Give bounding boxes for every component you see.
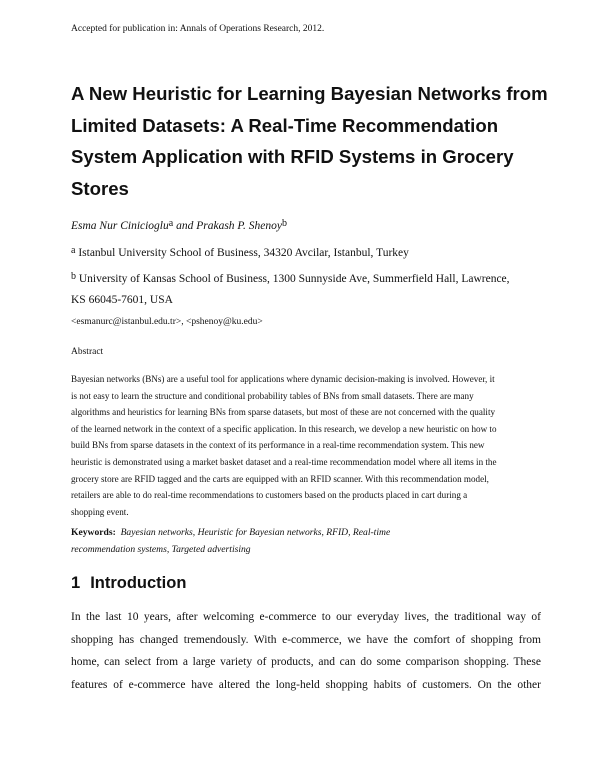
affiliation-text: University of Kansas School of Business, 1300 Sunnyside Ave, Summerfield Hall, Lawrence, — [78, 273, 510, 285]
paper-title — [71, 78, 548, 204]
keywords-text: Bayesian networks, Heuristic for Bayesian networks, RFID, Real-time — [120, 527, 391, 538]
affiliation-text: Istanbul University School of Business, 34320 Avcilar, Istanbul, Turkey — [78, 247, 409, 259]
section-heading — [71, 574, 186, 593]
abstract-line: retailers are able to do real-time recommendations to customers based on the products placed in cart during a — [71, 490, 468, 501]
abstract-line: Bayesian networks (BNs) are a useful tool for applications where dynamic decision-making is involved. However, it — [71, 374, 495, 384]
title-line: Limited Datasets: A Real-Time Recommendation — [71, 114, 499, 136]
affiliation — [71, 269, 541, 310]
author-name: Esma Nur Cinicioglu — [71, 220, 169, 232]
affiliation-mark: b — [71, 271, 76, 282]
title-line: A New Heuristic for Learning Bayesian Networks from — [71, 83, 548, 104]
title-line: Stores — [71, 177, 129, 199]
affiliation-mark: a — [168, 218, 174, 229]
abstract-line: is not easy to learn the structure and conditional probability tables of BNs from small datasets. There are many — [71, 390, 474, 401]
section-number: 1 — [71, 574, 81, 592]
body-line: In the last 10 years, after welcoming e-commerce to our everyday lives, the traditional way of — [71, 611, 541, 623]
body-line: features of e-commerce have altered the long-held shopping habits of customers. On the other — [71, 678, 541, 691]
title-line: System Application with RFID Systems in Grocery — [71, 146, 514, 167]
affiliation-text: KS 66045-7601, USA — [71, 294, 173, 306]
abstract-line: build BNs from sparse datasets in the context of its performance in a real-time recommendation system. This new — [71, 440, 485, 451]
author-name: Prakash P. Shenoy — [196, 220, 282, 232]
keywords-label: Keywords: — [71, 527, 116, 538]
section-title: Introduction — [90, 574, 187, 592]
keywords-text: recommendation systems, Targeted advertising — [71, 544, 251, 555]
body-line: home, can select from a large variety of products, and can do some comparison shopping. These — [71, 656, 541, 669]
affiliation-mark: b — [281, 218, 287, 229]
abstract-line: heuristic is demonstrated using a market basket dataset and a real-time recommendation model where all items in the — [71, 456, 497, 467]
author-list — [71, 220, 287, 232]
abstract-line: of the learned network in the context of a specific application. In this research, we develop a new heuristic on how to — [71, 423, 497, 434]
body-line: shopping has changed tremendously. With e-commerce, we have the comfort of shopping from — [71, 633, 541, 646]
abstract-line: algorithms and heuristics for learning BNs from sparse datasets, but most of these are not concerned with the quality — [71, 407, 496, 418]
body-text — [71, 606, 541, 696]
author-emails: <esmanurc@istanbul.edu.tr>, <pshenoy@ku.edu> — [71, 317, 263, 327]
affiliation-mark: a — [71, 245, 76, 256]
affiliation — [71, 243, 541, 264]
publication-note: Accepted for publication in: Annals of Operations Research, 2012. — [71, 24, 325, 34]
author-conjunction: and — [173, 220, 197, 232]
abstract-line: grocery store are RFID tagged and the carts are equipped with an RFID scanner. With this recommendation model, — [71, 473, 489, 484]
keywords — [71, 524, 541, 558]
abstract-line: shopping event. — [71, 506, 129, 517]
abstract-heading: Abstract — [71, 347, 104, 357]
abstract-body — [71, 371, 537, 520]
